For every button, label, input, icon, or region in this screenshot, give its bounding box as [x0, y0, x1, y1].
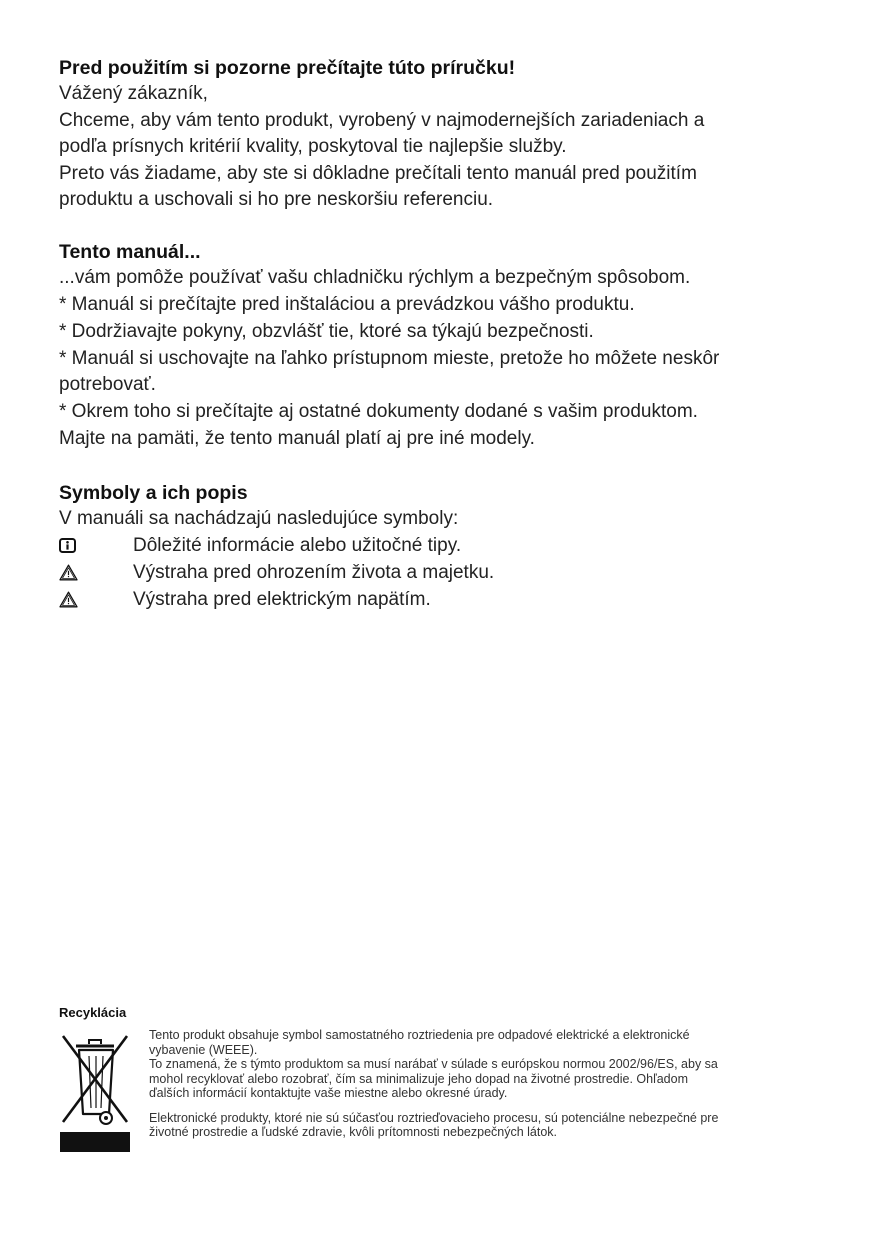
symbol-row-info [59, 532, 799, 559]
info-icon [59, 538, 133, 553]
warning-icon [59, 591, 133, 608]
recycling-body [59, 1028, 819, 1168]
recycling-text [149, 1028, 809, 1140]
intro-line: Chceme, aby vám tento produkt, vyrobený v najmodernejších zariadeniach a [59, 110, 705, 131]
recycling-line: To znamená, že s týmto produktom sa musí narábať v súlade s európskou normou 2002/96/ES, aby sa [149, 1057, 718, 1071]
manual-line: ...vám pomôže používať vašu chladničku rýchlym a bezpečným spôsobom. [59, 267, 691, 288]
recycling-title: Recyklácia [59, 1005, 127, 1020]
manual-heading: Tento manuál... [59, 241, 201, 263]
manual-line: * Dodržiavajte pokyny, obzvlášť tie, ktoré sa týkajú bezpečnosti. [59, 321, 594, 342]
symbol-text: Dôležité informácie alebo užitočné tipy. [133, 534, 462, 556]
symbols-section [59, 480, 799, 613]
intro-line: Preto vás žiadame, aby ste si dôkladne prečítali tento manuál pred použitím [59, 163, 697, 184]
symbol-text: Výstraha pred elektrickým napätím. [133, 588, 431, 610]
manual-line: * Okrem toho si prečítajte aj ostatné dokumenty dodané s vašim produktom. [59, 401, 698, 422]
recycling-line: vybavenie (WEEE). [149, 1042, 258, 1057]
recycling-line: životné prostredie a ľudské zdravie, kvôli prítomnosti nebezpečných látok. [149, 1125, 558, 1139]
recycling-line: mohol recyklovať alebo rozobrať, čím sa minimalizuje jeho dopad na životné prostredie. Ohľadom [149, 1071, 688, 1086]
recycling-line: Tento produkt obsahuje symbol samostatného roztriedenia pre odpadové elektrické a elektronické [149, 1028, 690, 1042]
recycling-line: ďalších informácií kontaktujte vaše miestne alebo okresné úrady. [149, 1086, 508, 1100]
manual-line: * Manuál si uschovajte na ľahko prístupnom mieste, pretože ho môžete neskôr [59, 348, 720, 369]
manual-line: potrebovať. [59, 374, 156, 395]
recycling-section [59, 1004, 819, 1168]
intro-line: podľa prísnych kritérií kvality, poskytoval tie najlepšie služby. [59, 136, 567, 157]
intro-section [59, 55, 799, 213]
symbols-heading: Symboly a ich popis [59, 482, 248, 504]
symbols-intro: V manuáli sa nachádzajú nasledujúce symboly: [59, 508, 459, 529]
warning-icon [59, 564, 133, 581]
intro-line: Vážený zákazník, [59, 83, 208, 104]
manual-line: Majte na pamäti, že tento manuál platí aj pre iné modely. [59, 428, 535, 449]
recycling-line: Elektronické produkty, ktoré nie sú súčasťou roztrieďovacieho procesu, sú potenciálne nebezpečné pre [149, 1110, 719, 1125]
manual-line: * Manuál si prečítajte pred inštaláciou a prevádzkou vášho produktu. [59, 294, 635, 315]
weee-crossed-bin-icon [59, 1030, 131, 1152]
intro-line: produktu a uschovali si ho pre neskoršiu referenciu. [59, 189, 494, 210]
symbol-row-warning [59, 559, 799, 586]
symbol-text: Výstraha pred ohrozením života a majetku. [133, 561, 495, 583]
symbol-row-electric-warning [59, 586, 799, 613]
intro-heading: Pred použitím si pozorne prečítajte túto príručku! [59, 57, 516, 79]
manual-section [59, 239, 799, 452]
